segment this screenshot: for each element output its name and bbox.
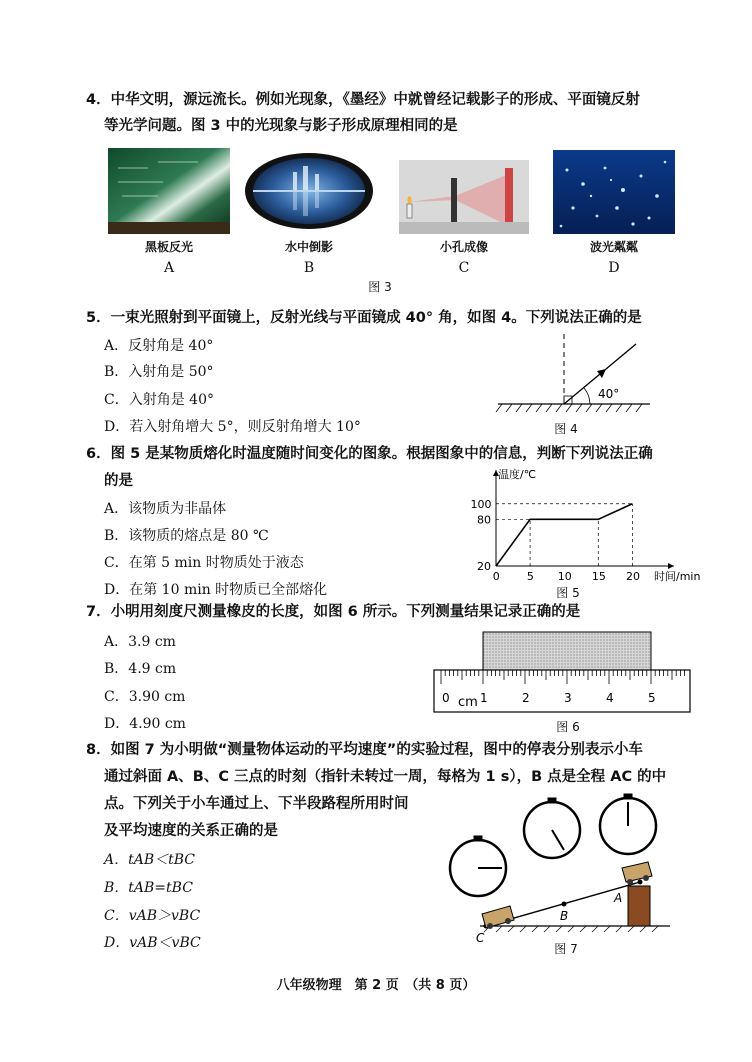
sparkling-water-photo <box>553 150 675 234</box>
page-footer: 八年级物理 第 2 页 （共 8 页） <box>276 978 476 993</box>
q8-option-b: B．tAB=tBC <box>104 880 193 896</box>
ruler-diagram <box>432 630 692 714</box>
ruler-label: 2 <box>522 691 530 705</box>
ruler-label: 1 <box>480 691 488 705</box>
y-axis-label: 温度/℃ <box>498 468 537 481</box>
q8-stem-line4: 及平均速度的关系正确的是 <box>104 823 278 839</box>
ruler-label: cm <box>458 695 478 710</box>
ruler-label: 3 <box>564 691 572 705</box>
angle-label: 40° <box>598 387 620 401</box>
q7-option-a: A．3.9 cm <box>104 634 176 650</box>
series-line <box>496 504 632 566</box>
x-axis-arrow <box>668 563 674 569</box>
pinhole-camera-photo <box>399 160 529 234</box>
x-tick-15: 15 <box>591 570 606 583</box>
q5-option-b: B．入射角是 50° <box>104 364 214 380</box>
x-tick-10: 10 <box>557 570 572 583</box>
figure-6-label: 图 6 <box>556 720 580 734</box>
ruler-label: 0 <box>442 691 450 705</box>
reflection-photo <box>243 148 375 234</box>
figure-4-label: 图 4 <box>554 422 578 436</box>
point-b-label: B <box>560 909 569 923</box>
q8-stem-line2: 通过斜面 A、B、C 三点的时刻（指针未转过一周，每格为 1 s），B 点是全程 AC 的中 <box>104 769 667 785</box>
melting-chart <box>464 464 701 584</box>
x-tick-0: 0 <box>492 570 500 583</box>
q6-option-a: A．该物质为非晶体 <box>104 501 227 517</box>
caption-c: 小孔成像 <box>439 240 488 254</box>
blackboard-photo <box>108 148 230 234</box>
q6-option-c: C．在第 5 min 时物质处于液态 <box>104 555 304 571</box>
cart-top-icon <box>622 862 652 885</box>
q8-option-d: D．vAB＜vBC <box>104 935 201 951</box>
letter-d: D <box>608 260 620 276</box>
q4-stem-line2: 等光学问题。图 3 中的光现象与影子形成原理相同的是 <box>104 118 458 134</box>
figure-7-label: 图 7 <box>554 942 578 956</box>
stopwatch-c-icon <box>450 836 506 896</box>
letter-c: C <box>458 260 470 276</box>
q5-stem: 5．一束光照射到平面镜上，反射光线与平面镜成 40° 角，如图 4。下列说法正确的是 <box>86 310 642 326</box>
x-tick-20: 20 <box>625 570 640 583</box>
q5-option-a: A．反射角是 40° <box>104 338 214 354</box>
q6-stem-line2: 的是 <box>104 473 133 489</box>
q5-option-c: C．入射角是 40° <box>104 392 214 408</box>
figure-5-label: 图 5 <box>556 586 580 600</box>
caption-b: 水中倒影 <box>284 240 333 254</box>
q8-option-a: A．tAB＜tBC <box>104 852 196 868</box>
q6-option-b: B．该物质的熔点是 80 ℃ <box>104 528 269 544</box>
q6-option-d: D．在第 10 min 时物质已全部熔化 <box>104 582 328 598</box>
stopwatch-b-icon <box>524 798 580 858</box>
q8-option-c: C．vAB＞vBC <box>104 908 201 924</box>
q8-stem-line3: 点。下列关于小车通过上、下半段路程所用时间 <box>104 796 409 812</box>
q5-option-d: D．若入射角增大 5°，则反射角增大 10° <box>104 419 361 435</box>
letter-b: B <box>303 260 315 276</box>
figure-3-label: 图 3 <box>368 280 392 294</box>
q7-option-d: D．4.90 cm <box>104 716 186 732</box>
x-tick-5: 5 <box>526 570 534 583</box>
point-a-label: A <box>614 891 623 905</box>
mirror-diagram <box>494 334 654 416</box>
incline-diagram <box>440 796 684 944</box>
y-tick-80: 80 <box>477 513 491 527</box>
y-tick-100: 100 <box>470 497 492 511</box>
caption-a: 黑板反光 <box>144 240 193 254</box>
q7-stem: 7．小明用刻度尺测量橡皮的长度，如图 6 所示。下列测量结果记录正确的是 <box>86 604 581 620</box>
q7-option-b: B．4.9 cm <box>104 661 177 677</box>
q4-stem-line1: 4．中华文明，源远流长。例如光现象，《墨经》中就曾经记载影子的形成、平面镜反射 <box>86 92 640 108</box>
letter-a: A <box>163 260 175 276</box>
y-tick-20: 20 <box>477 560 491 573</box>
caption-d: 波光粼粼 <box>589 240 638 254</box>
q6-stem-line1: 6．图 5 是某物质熔化时温度随时间变化的图象。根据图象中的信息，判断下列说法正确 <box>86 446 653 462</box>
ruler-label: 5 <box>648 691 656 705</box>
q8-stem-line1: 8．如图 7 为小明做“测量物体运动的平均速度”的实验过程，图中的停表分别表示小车 <box>86 742 643 758</box>
point-c-label: C <box>476 931 485 945</box>
ruler-label: 4 <box>606 691 614 705</box>
x-axis-label: 时间/min <box>654 570 701 583</box>
stopwatch-a-icon <box>600 794 656 854</box>
q7-option-c: C．3.90 cm <box>104 689 186 705</box>
